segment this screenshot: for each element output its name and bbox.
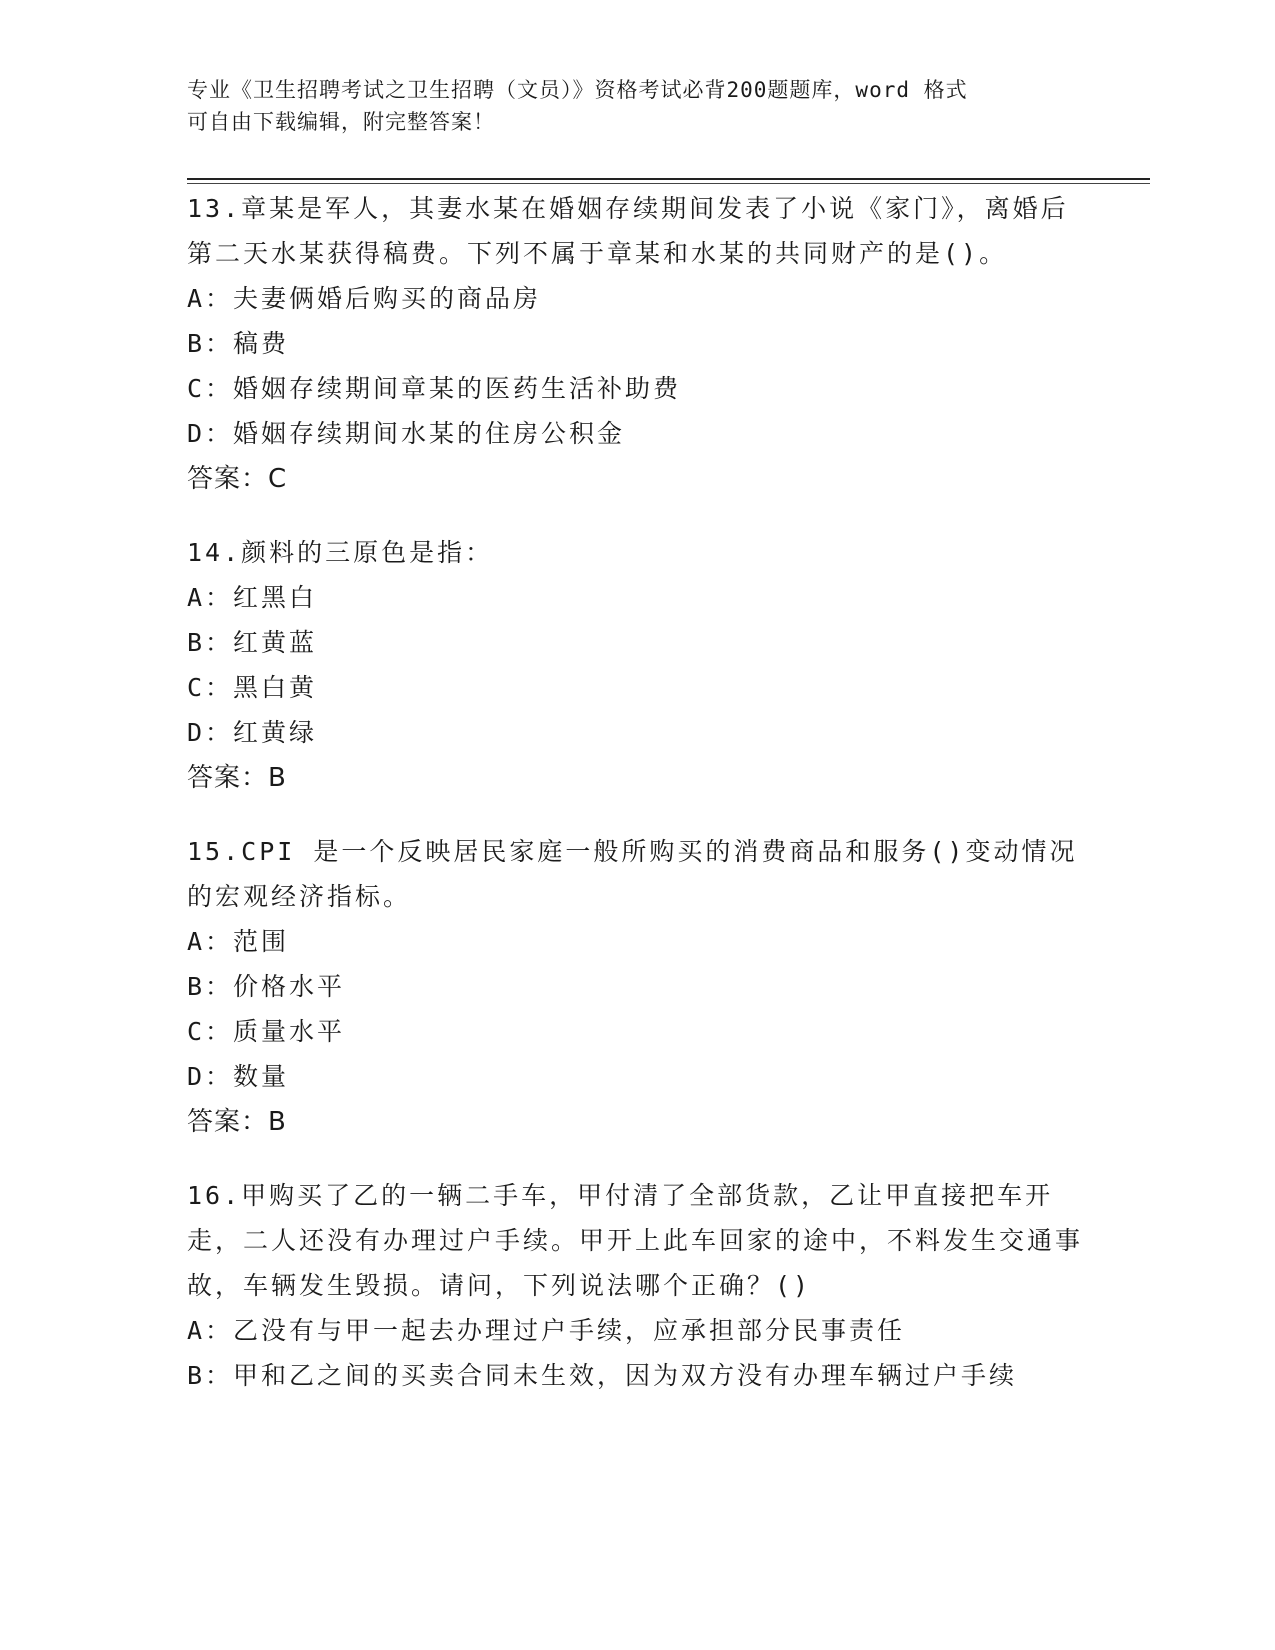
option-b: B：甲和乙之间的买卖合同未生效，因为双方没有办理车辆过户手续	[187, 1361, 1018, 1390]
option-a: A：乙没有与甲一起去办理过户手续，应承担部分民事责任	[187, 1316, 906, 1345]
option-b: B：稿费	[187, 329, 290, 358]
option-a: A：范围	[187, 927, 290, 956]
header-divider-thin	[187, 183, 1150, 184]
header-line-2: 可自由下载编辑，附完整答案！	[187, 110, 495, 134]
option-c: C：质量水平	[187, 1017, 346, 1046]
option-c: C：黑白黄	[187, 673, 318, 702]
header-divider-thick	[187, 178, 1150, 180]
option-a: A：夫妻俩婚后购买的商品房	[187, 284, 542, 313]
option-d: D：婚姻存续期间水某的住房公积金	[187, 419, 626, 448]
question-stem: 15.CPI 是一个反映居民家庭一般所购买的消费商品和服务()变动情况的宏观经济指标。	[187, 837, 1078, 911]
question-14	[187, 530, 1087, 801]
option-b: B：价格水平	[187, 972, 346, 1001]
option-d: D：数量	[187, 1062, 290, 1091]
header-line-1: 专业《卫生招聘考试之卫生招聘（文员）》资格考试必背200题题库，word 格式	[187, 78, 968, 102]
option-d: D：红黄绿	[187, 718, 318, 747]
question-16	[187, 1173, 1087, 1398]
question-stem: 13.章某是军人，其妻水某在婚姻存续期间发表了小说《家门》，离婚后第二天水某获得稿费。下列不属于章某和水某的共同财产的是()。	[187, 194, 1069, 268]
question-13	[187, 186, 1087, 502]
answer-line: 答案：C	[187, 464, 288, 494]
question-stem: 14.颜料的三原色是指：	[187, 538, 494, 567]
answer-line: 答案：B	[187, 763, 287, 793]
question-list	[187, 186, 1087, 1398]
question-15	[187, 829, 1087, 1145]
question-stem: 16.甲购买了乙的一辆二手车，甲付清了全部货款，乙让甲直接把车开走，二人还没有办理过户手续。甲开上此车回家的途中，不料发生交通事故，车辆发生毁损。请问，下列说法哪个正确？()	[187, 1181, 1084, 1300]
answer-line: 答案：B	[187, 1107, 287, 1137]
option-c: C：婚姻存续期间章某的医药生活补助费	[187, 374, 682, 403]
document-header	[187, 74, 1067, 138]
option-a: A：红黑白	[187, 583, 318, 612]
option-b: B：红黄蓝	[187, 628, 318, 657]
